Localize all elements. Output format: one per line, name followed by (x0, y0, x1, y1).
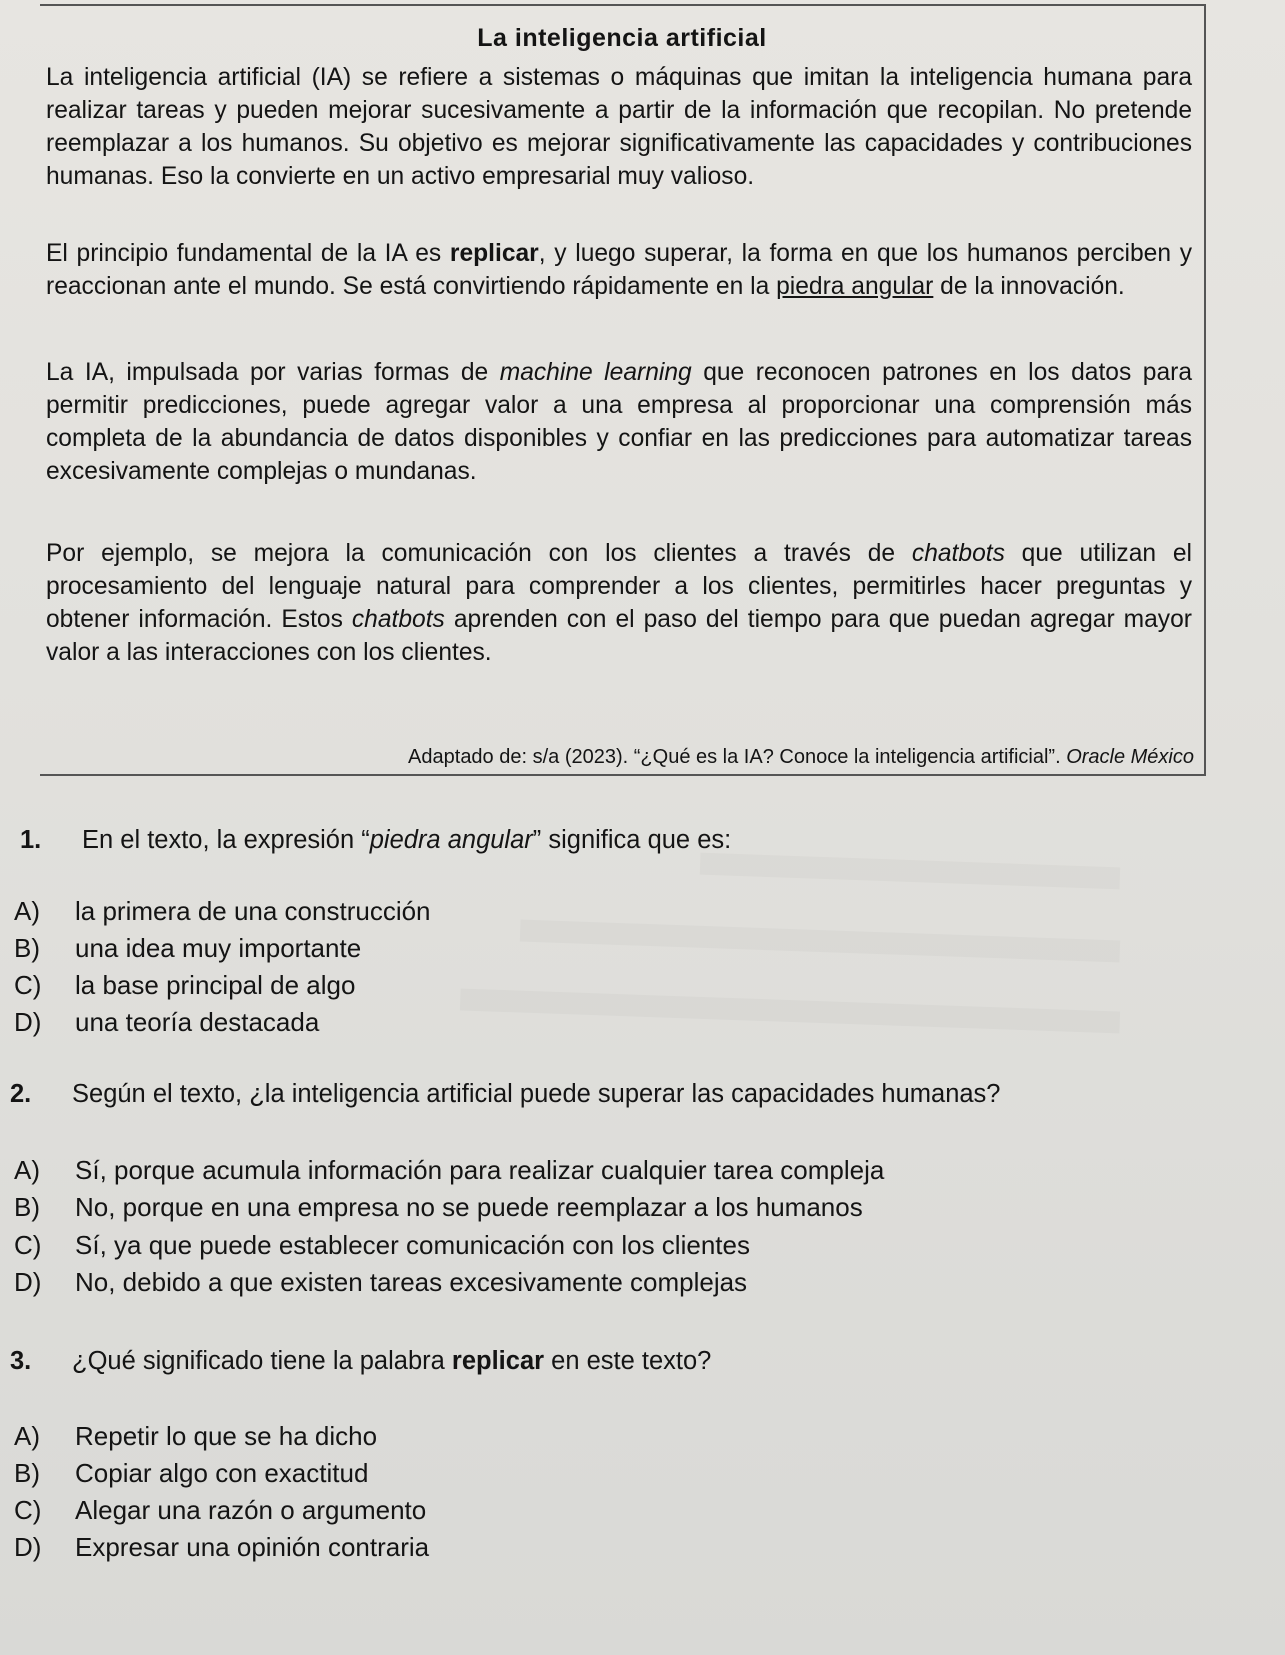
option-letter: D) (14, 1532, 42, 1562)
paragraph-2-text: El principio fundamental de la IA es (46, 240, 450, 267)
option-text: Sí, ya que puede establecer comunicación con los clientes (75, 1230, 750, 1260)
option-1c[interactable] (14, 970, 355, 1001)
option-text: una idea muy importante (75, 933, 362, 963)
option-letter: D) (14, 1007, 42, 1037)
option-letter: A) (14, 1421, 40, 1451)
paragraph-3-text: La IA, impulsada por varias formas de (46, 359, 500, 386)
paragraph-3-text: que reconocen patrones en los datos para permitir predicciones, puede agregar valor a una empresa al proporcionar una comprensión más completa de la abundancia de datos disponibles y confiar en las predicciones para automatizar tareas excesivamente complejas o mundanas. (46, 359, 1192, 485)
italic-machine-learning: machine learning (499, 359, 692, 386)
citation-text: Adaptado de: s/a (2023). “¿Qué es la IA? Conoce la inteligencia artificial”. (408, 746, 1067, 768)
question-text: Según el texto, ¿la inteligencia artificial puede superar las capacidades humanas? (72, 1080, 1001, 1108)
paragraph-2 (46, 237, 1192, 303)
option-text: Alegar una razón o argumento (75, 1495, 427, 1525)
option-text: Sí, porque acumula información para realizar cualquier tarea compleja (75, 1155, 885, 1185)
option-letter: C) (14, 1495, 42, 1525)
question-1 (20, 826, 731, 855)
option-letter: C) (14, 1230, 42, 1260)
underlined-piedra-angular: piedra angular (776, 273, 934, 300)
question-3 (10, 1347, 711, 1376)
bold-word-replicar: replicar (449, 240, 539, 267)
option-1d[interactable] (14, 1007, 319, 1038)
option-2d[interactable] (14, 1267, 747, 1298)
option-1b[interactable] (14, 933, 361, 964)
bleed-through-shadow (700, 853, 1121, 890)
option-3b[interactable] (14, 1458, 368, 1489)
question-text: En el texto, la expresión “ (82, 826, 370, 854)
italic-chatbots: chatbots (351, 606, 445, 633)
paragraph-4 (46, 537, 1192, 669)
option-letter: B) (14, 1458, 40, 1488)
option-letter: B) (14, 933, 40, 963)
citation-source: Oracle México (1066, 746, 1194, 768)
question-text: ” significa que es: (532, 826, 732, 854)
question-number: 1. (20, 826, 42, 854)
paragraph-4-text: Por ejemplo, se mejora la comunicación con los clientes a través de (46, 540, 912, 567)
question-number: 3. (10, 1347, 32, 1375)
reading-passage (40, 4, 1206, 776)
italic-chatbots: chatbots (911, 540, 1005, 567)
option-1a[interactable] (14, 896, 431, 927)
option-text: la primera de una construcción (75, 896, 431, 926)
option-text: Repetir lo que se ha dicho (75, 1421, 378, 1451)
option-3d[interactable] (14, 1532, 429, 1563)
paragraph-1-text: La inteligencia artificial (IA) se refiere a sistemas o máquinas que imitan la inteligencia humana para realizar tareas y pueden mejorar sucesivamente a partir de la información que recopilan. No pretende reemplazar a los humanos. Su objetivo es mejorar significativamente las capacidades y contribuciones humanas. Eso la convierte en un activo empresarial muy valioso. (46, 64, 1192, 190)
option-3c[interactable] (14, 1495, 426, 1526)
paragraph-2-text: de la innovación. (933, 273, 1125, 300)
question-number: 2. (10, 1080, 32, 1108)
bleed-through-shadow (520, 920, 1120, 963)
question-text: ¿Qué significado tiene la palabra (72, 1347, 452, 1375)
option-letter: C) (14, 970, 42, 1000)
option-text: No, debido a que existen tareas excesivamente complejas (75, 1267, 748, 1297)
paragraph-4-text: que utilizan el procesamiento del lenguaje natural para comprender a los clientes, permitirles hacer preguntas y obtener información. Estos (46, 540, 1193, 633)
paragraph-2-text: , y luego superar, la forma en que los humanos perciben y reaccionan ante el mundo. Se está convirtiendo rápidamente en la (46, 240, 1192, 300)
question-2 (10, 1080, 1000, 1109)
option-letter: A) (14, 896, 40, 926)
option-letter: D) (14, 1267, 42, 1297)
question-bold-term: replicar (451, 1347, 545, 1375)
option-2c[interactable] (14, 1230, 750, 1261)
option-text: Copiar algo con exactitud (75, 1458, 369, 1488)
option-text: Expresar una opinión contraria (75, 1532, 430, 1562)
question-italic-term: piedra angular (369, 826, 533, 854)
option-text: la base principal de algo (75, 970, 356, 1000)
paragraph-3 (46, 356, 1192, 488)
option-3a[interactable] (14, 1421, 377, 1452)
reading-title: La inteligencia artificial (477, 24, 767, 52)
paragraph-1 (46, 61, 1192, 193)
option-text: una teoría destacada (75, 1007, 320, 1037)
question-text: en este texto? (544, 1347, 712, 1375)
source-citation (408, 746, 1194, 769)
option-text: No, porque en una empresa no se puede reemplazar a los humanos (75, 1192, 863, 1222)
option-2a[interactable] (14, 1155, 884, 1186)
bleed-through-shadow (460, 988, 1120, 1033)
option-letter: B) (14, 1192, 40, 1222)
option-2b[interactable] (14, 1192, 863, 1223)
paragraph-4-text: aprenden con el paso del tiempo para que puedan agregar mayor valor a las interacciones con los clientes. (46, 606, 1192, 666)
option-letter: A) (14, 1155, 40, 1185)
